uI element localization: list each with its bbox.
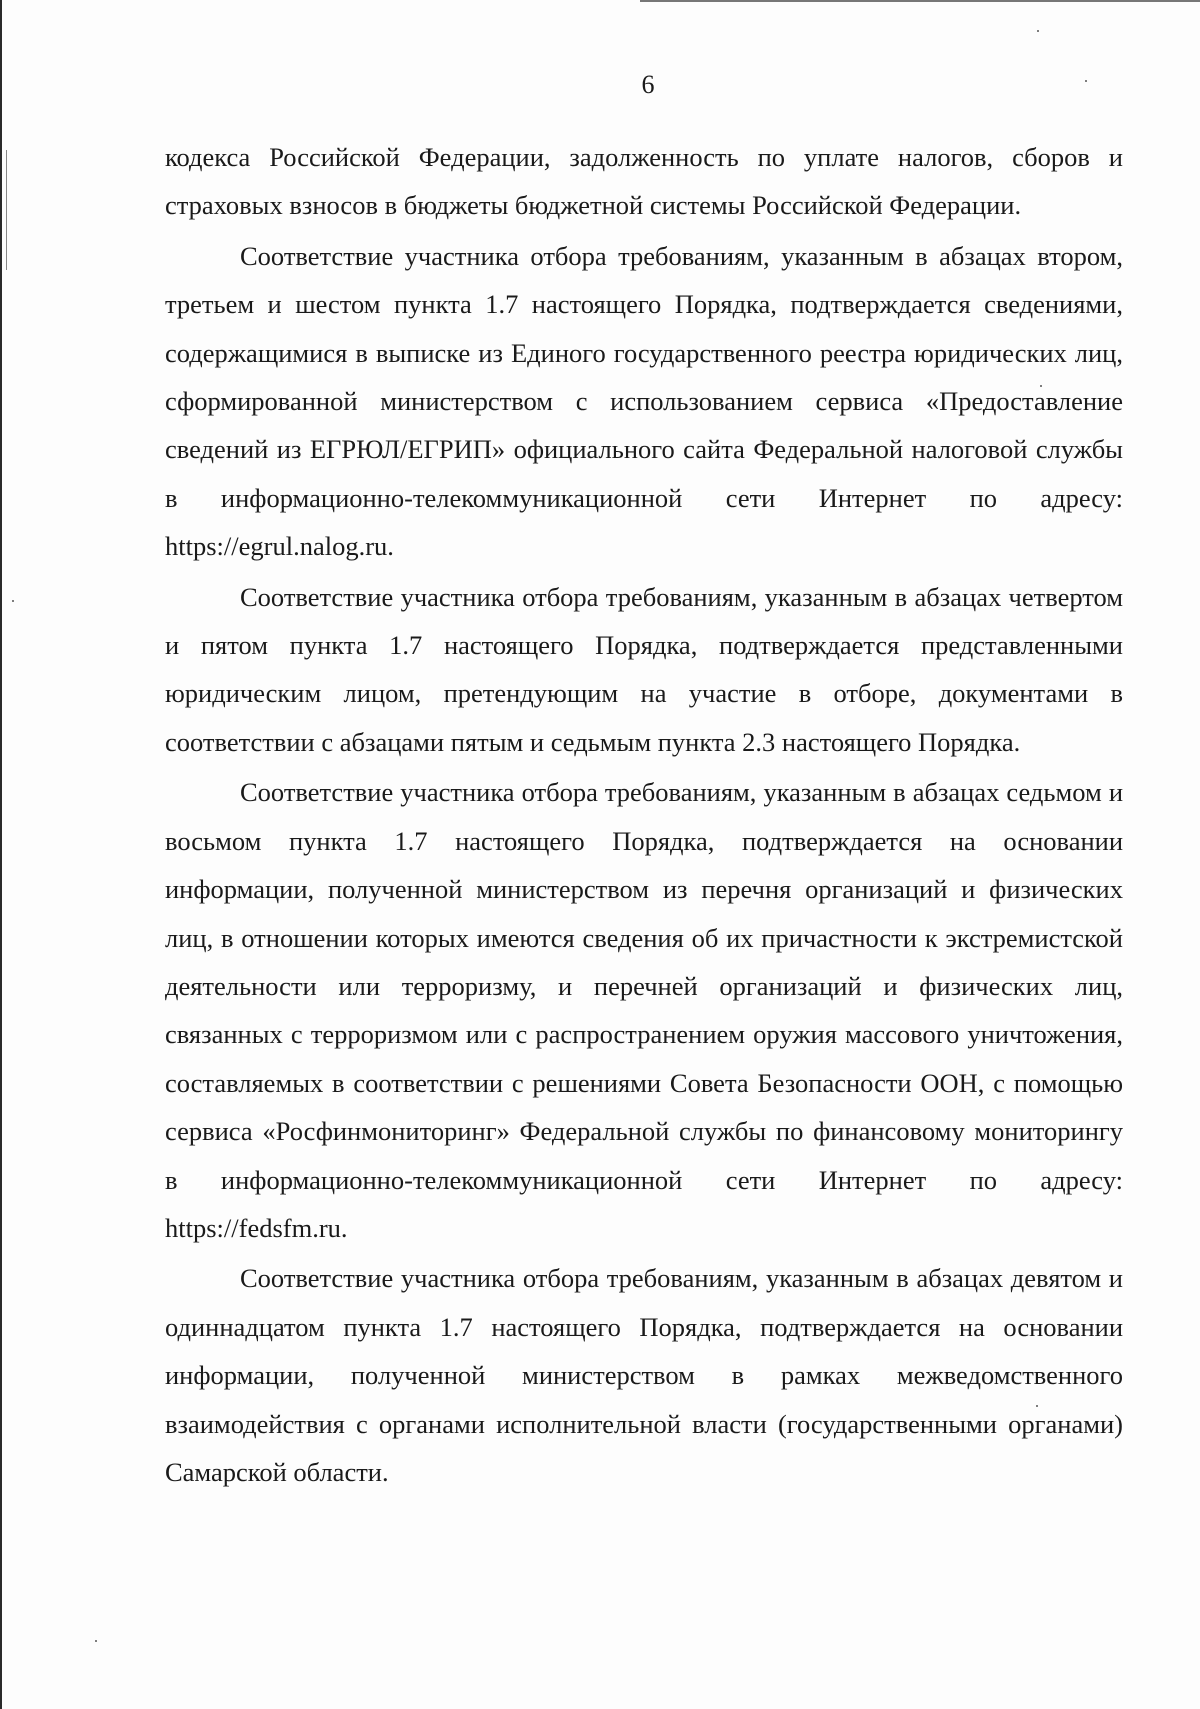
document-body bbox=[165, 133, 1123, 1496]
page-number: 6 bbox=[641, 70, 655, 99]
scan-left-edge bbox=[0, 0, 2, 1709]
scan-top-edge bbox=[640, 0, 1200, 2]
paragraph-continuation: кодекса Российской Федерации, задолженность по уплате налогов, сборов и страховых взносов в бюджеты бюджетной системы Российской Федерации. bbox=[165, 142, 1123, 221]
paragraph-interagency: Соответствие участника отбора требованиям, указанным в абзацах девятом и одиннадцатом пункта 1.7 настоящего Порядка, подтверждается на основании информации, полученной министерством в рамках межведомственного взаимодействия с органами исполнительной власти (государственными органами) Самарской области. bbox=[165, 1263, 1123, 1487]
scan-speck bbox=[1037, 30, 1039, 32]
scan-edge-mark bbox=[6, 150, 7, 270]
paragraph-egrul: Соответствие участника отбора требованиям, указанным в абзацах втором, третьем и шестом пункта 1.7 настоящего Порядка, подтверждается сведениями, содержащимися в выписке из Единого государственного реестра юридических лиц, сформированной министерством с использованием сервиса «Предоставление сведений из ЕГРЮЛ/ЕГРИП» официального сайта Федеральной налоговой службы в информационно-телекоммуникационной сети Интернет по адресу: https://egrul.nalog.ru. bbox=[165, 240, 1123, 562]
scan-speck bbox=[12, 600, 14, 602]
scan-speck bbox=[95, 1640, 97, 1642]
paragraph-documents: Соответствие участника отбора требованиям, указанным в абзацах четвертом и пятом пункта 1.7 настоящего Порядка, подтверждается представленными юридическим лицом, претендующим на участие в отборе, документами в соответствии с абзацами пятым и седьмым пункта 2.3 настоящего Порядка. bbox=[165, 581, 1123, 757]
paragraph-rosfinmonitoring: Соответствие участника отбора требованиям, указанным в абзацах седьмом и восьмом пункта 1.7 настоящего Порядка, подтверждается на основании информации, полученной министерством из перечня организаций и физических лиц, в отношении которых имеются сведения об их причастности к экстремистской деятельности или терроризму, и перечней организаций и физических лиц, связанных с терроризмом или с распространением оружия массового уничтожения, составляемых в соответствии с решениями Совета Безопасности ООН, с помощью сервиса «Росфинмониторинг» Федеральной службы по финансовому мониторингу в информационно-телекоммуникационной сети Интернет по адресу: https://fedsfm.ru. bbox=[165, 777, 1123, 1243]
